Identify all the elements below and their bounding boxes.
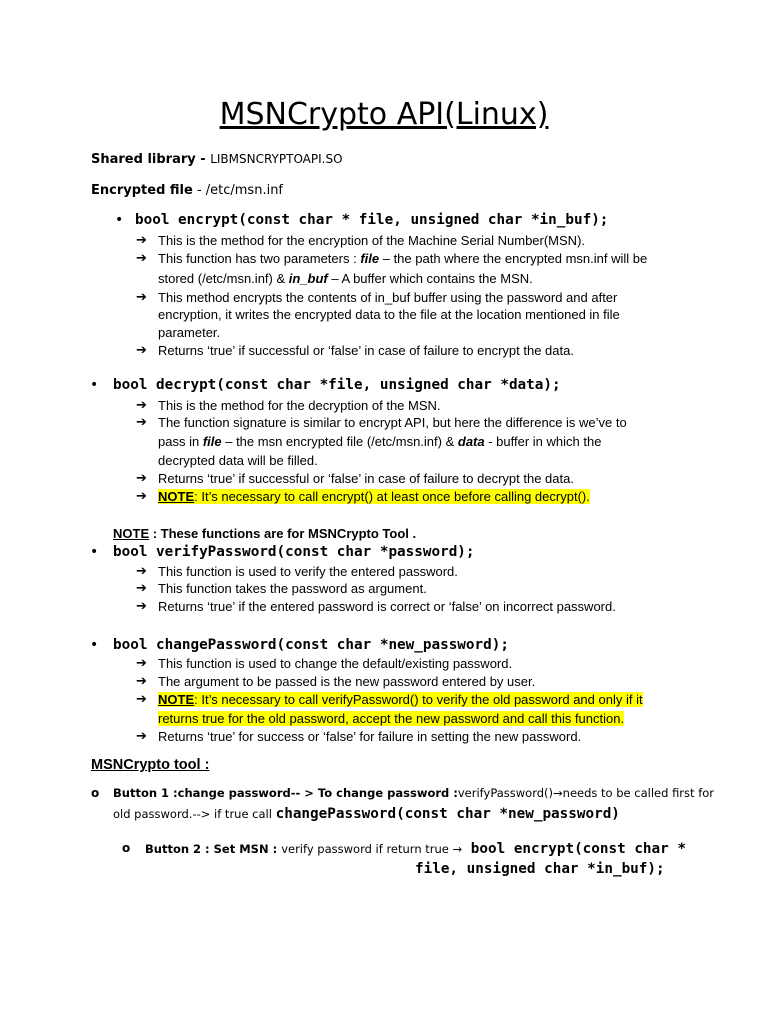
- bullet-encrypt: •: [115, 212, 124, 228]
- encrypt-desc-3a: This method encrypts the contents of in_buf buffer using the password and after: [158, 290, 618, 305]
- arrow-icon: ➔: [136, 233, 147, 248]
- text-span: verify password if return true: [281, 842, 453, 856]
- text-span: verifyPassword(): [457, 786, 554, 800]
- tool-button2-line: [145, 841, 686, 857]
- decrypt-desc-2c: decrypted data will be filled.: [158, 453, 318, 468]
- decrypt-desc-1: This is the method for the decryption of the MSN.: [158, 398, 441, 413]
- note-label: NOTE: [158, 692, 195, 707]
- decrypt-desc-2b: [158, 434, 601, 449]
- shared-library-value: LIBMSNCRYPTOAPI.SO: [210, 152, 343, 166]
- shared-library-line: [91, 152, 343, 167]
- verify-desc-1: This function is used to verify the entered password.: [158, 564, 458, 579]
- text-span: old password.--> if true call: [113, 807, 276, 821]
- encrypted-file-line: [91, 183, 283, 198]
- bullet-change: •: [90, 637, 99, 653]
- encrypt-code-cont: file, unsigned char *in_buf);: [415, 861, 665, 877]
- verify-desc-3: Returns ‘true’ if the entered password is correct or ‘false’ on incorrect password.: [158, 599, 616, 614]
- tool-note: [113, 526, 416, 541]
- encrypted-file-label: Encrypted file: [91, 183, 193, 198]
- change-note-a: [158, 692, 643, 707]
- encrypt-desc-2: [158, 251, 647, 266]
- arrow-icon: ➔: [136, 489, 147, 504]
- param-in-buf: in_buf: [288, 271, 328, 286]
- decrypt-signature: bool decrypt(const char *file, unsigned char *data);: [113, 377, 561, 393]
- arrow-icon: ➔: [136, 251, 147, 266]
- param-file: file: [202, 434, 222, 449]
- circle-bullet-icon: o: [122, 841, 131, 855]
- decrypt-desc-2a: The function signature is similar to encrypt API, but here the difference is we’ve to: [158, 415, 627, 430]
- decrypt-desc-3: Returns ‘true’ if successful or ‘false’ in case of failure to decrypt the data.: [158, 471, 574, 486]
- note-label: NOTE: [113, 526, 150, 541]
- text-span: pass in: [158, 434, 203, 449]
- text-span: needs to be called first for: [562, 786, 715, 800]
- button2-label: Button 2 : Set MSN :: [145, 842, 282, 856]
- encrypt-desc-3c: parameter.: [158, 325, 221, 340]
- encrypt-desc-4: Returns ‘true’ if successful or ‘false’ in case of failure to encrypt the data.: [158, 343, 574, 358]
- change-desc-2: The argument to be passed is the new password entered by user.: [158, 674, 536, 689]
- bullet-verify: •: [90, 544, 99, 560]
- arrow-icon: ➔: [136, 729, 147, 744]
- shared-library-label: Shared library -: [91, 152, 211, 167]
- arrow-icon: ➔: [136, 290, 147, 305]
- arrow-icon: ➔: [136, 343, 147, 358]
- change-desc-1: This function is used to change the default/existing password.: [158, 656, 513, 671]
- verify-desc-2: This function takes the password as argument.: [158, 581, 427, 596]
- note-text: : It’s necessary to call encrypt() at least once before calling decrypt().: [194, 489, 590, 504]
- arrow-icon: ➔: [136, 471, 147, 486]
- verify-signature: bool verifyPassword(const char *password);: [113, 544, 475, 560]
- encrypt-desc-2-cont: [158, 271, 533, 286]
- param-data: data: [457, 434, 485, 449]
- right-arrow-icon: →: [452, 842, 463, 856]
- change-signature: bool changePassword(const char *new_password);: [113, 637, 509, 653]
- tool-button1-line: [113, 786, 714, 800]
- bullet-decrypt: •: [90, 377, 99, 393]
- arrow-icon: ➔: [136, 692, 147, 707]
- text-span: – the msn encrypted file (/etc/msn.inf) &: [221, 434, 458, 449]
- arrow-icon: ➔: [136, 656, 147, 671]
- note-text: : It’s necessary to call verifyPassword() to verify the old password and only if it: [194, 692, 643, 707]
- tool-heading: MSNCrypto tool :: [91, 757, 210, 773]
- change-note-b: returns true for the old password, accept the new password and call this function.: [158, 711, 625, 726]
- param-file: file: [360, 251, 380, 266]
- text-span: This function has two parameters :: [158, 251, 361, 266]
- encrypted-file-value: - /etc/msn.inf: [192, 183, 284, 198]
- page-title: MSNCrypto API(Linux): [219, 97, 549, 132]
- button1-label: Button 1 :change password-- > To change password :: [113, 786, 458, 800]
- change-desc-3: Returns ‘true’ for success or ‘false’ for failure in setting the new password.: [158, 729, 582, 744]
- text-span: - buffer in which the: [484, 434, 602, 449]
- change-password-code: changePassword(const char *new_password): [275, 806, 620, 822]
- note-text: : These functions are for MSNCrypto Tool .: [149, 526, 417, 541]
- circle-bullet-icon: o: [91, 786, 100, 800]
- arrow-icon: ➔: [136, 599, 147, 614]
- arrow-icon: ➔: [136, 564, 147, 579]
- arrow-icon: ➔: [136, 415, 147, 430]
- text-span: – A buffer which contains the MSN.: [327, 271, 533, 286]
- arrow-icon: ➔: [136, 674, 147, 689]
- note-label: NOTE: [158, 489, 195, 504]
- encrypt-code: bool encrypt(const char *: [462, 841, 686, 857]
- arrow-icon: ➔: [136, 398, 147, 413]
- encrypt-desc-1: This is the method for the encryption of the Machine Serial Number(MSN).: [158, 233, 586, 248]
- encrypt-desc-3b: encryption, it writes the encrypted data to the file at the location mentioned in file: [158, 307, 620, 322]
- tool-button1-line2: [113, 806, 620, 822]
- text-span: – the path where the encrypted msn.inf will be: [379, 251, 648, 266]
- arrow-icon: ➔: [136, 581, 147, 596]
- decrypt-note: [158, 489, 590, 504]
- text-span: stored (/etc/msn.inf) &: [158, 271, 289, 286]
- encrypt-signature: bool encrypt(const char * file, unsigned char *in_buf);: [135, 212, 609, 228]
- right-arrow-icon: →: [553, 786, 563, 800]
